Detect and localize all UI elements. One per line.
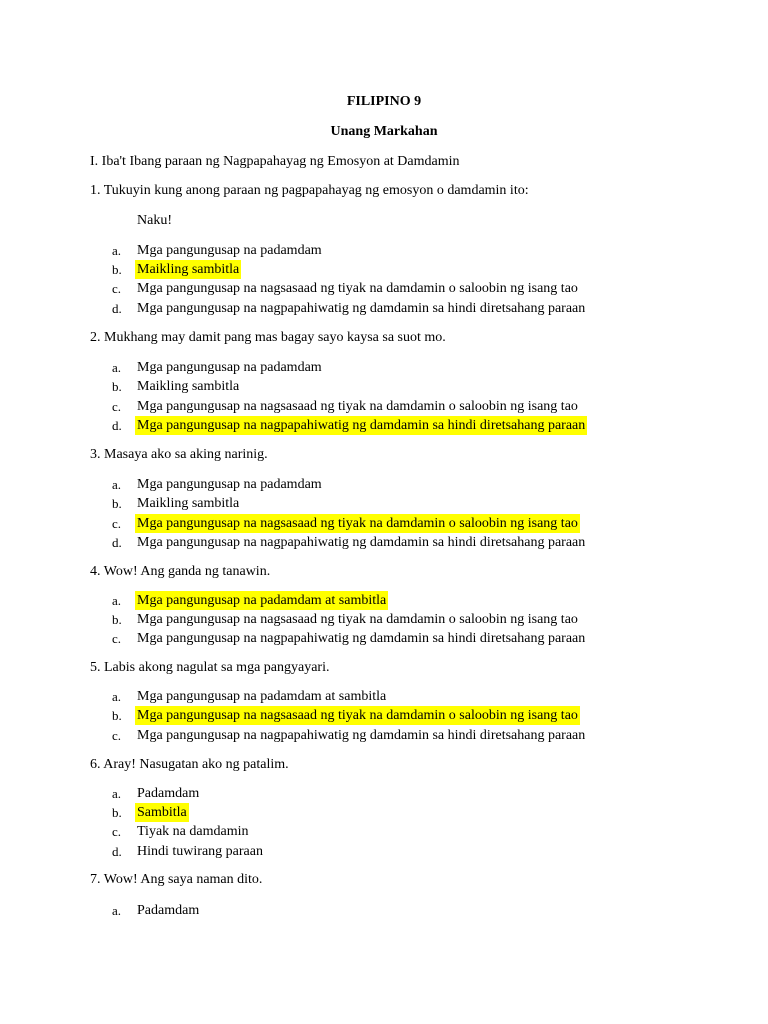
option-letter: c.: [112, 281, 122, 296]
option-text: Mga pangungusap na nagpapahiwatig ng damdamin sa hindi diretsahang paraan: [137, 631, 586, 646]
option-text: Maikling sambitla: [137, 496, 240, 511]
option-letter: a.: [112, 689, 122, 704]
question-5-prompt: 5. Labis akong nagulat sa mga pangyayari.: [90, 660, 330, 675]
question-1-prompt: 1. Tukuyin kung anong paraan ng pagpapahayag ng emosyon o damdamin ito:: [90, 183, 529, 198]
highlighted-answer: Sambitla: [137, 805, 187, 820]
option-text: Mga pangungusap na nagpapahiwatig ng damdamin sa hindi diretsahang paraan: [137, 535, 586, 550]
option-text: Maikling sambitla: [137, 379, 240, 394]
option-text: Mga pangungusap na nagpapahiwatig ng damdamin sa hindi diretsahang paraan: [137, 728, 586, 743]
option-text: Padamdam: [137, 786, 200, 801]
option-text: Mga pangungusap na nagpapahiwatig ng damdamin sa hindi diretsahang paraan: [137, 301, 586, 316]
option-letter: b.: [112, 805, 122, 820]
question-7-prompt: 7. Wow! Ang saya naman dito.: [90, 872, 263, 887]
option-letter: b.: [112, 496, 122, 511]
option-letter: b.: [112, 379, 122, 394]
option-letter: d.: [112, 844, 122, 859]
option-letter: d.: [112, 301, 122, 316]
option-text: Mga pangungusap na padamdam at sambitla: [137, 689, 387, 704]
option-text: Mga pangungusap na nagsasaad ng tiyak na damdamin o saloobin ng isang tao: [137, 281, 578, 296]
option-letter: b.: [112, 262, 122, 277]
option-text: Padamdam: [137, 903, 200, 918]
option-letter: b.: [112, 708, 122, 723]
highlighted-answer: Mga pangungusap na nagsasaad ng tiyak na damdamin o saloobin ng isang tao: [137, 708, 578, 723]
page-title: FILIPINO 9: [346, 94, 422, 109]
question-3-prompt: 3. Masaya ako sa aking narinig.: [90, 447, 268, 462]
section-heading: I. Iba't Ibang paraan ng Nagpapahayag ng Emosyon at Damdamin: [90, 154, 460, 169]
question-6-prompt: 6. Aray! Nasugatan ako ng patalim.: [90, 757, 289, 772]
option-letter: a.: [112, 243, 122, 258]
option-letter: b.: [112, 612, 122, 627]
option-letter: c.: [112, 728, 122, 743]
option-text: Hindi tuwirang paraan: [137, 844, 263, 859]
question-2-prompt: 2. Mukhang may damit pang mas bagay sayo kaysa sa suot mo.: [90, 330, 446, 345]
highlighted-answer: Maikling sambitla: [137, 262, 240, 277]
option-letter: a.: [112, 593, 122, 608]
option-text: Mga pangungusap na padamdam: [137, 360, 322, 375]
option-letter: c.: [112, 399, 122, 414]
option-text: Mga pangungusap na padamdam: [137, 477, 322, 492]
option-letter: c.: [112, 631, 122, 646]
highlighted-answer: Mga pangungusap na nagsasaad ng tiyak na damdamin o saloobin ng isang tao: [137, 516, 578, 531]
highlighted-answer: Mga pangungusap na nagpapahiwatig ng damdamin sa hindi diretsahang paraan: [137, 418, 586, 433]
option-letter: a.: [112, 786, 122, 801]
option-letter: c.: [112, 516, 122, 531]
question-4-prompt: 4. Wow! Ang ganda ng tanawin.: [90, 564, 271, 579]
page-subtitle: Unang Markahan: [330, 124, 438, 139]
option-letter: a.: [112, 477, 122, 492]
question-1-example: Naku!: [137, 213, 172, 228]
option-letter: d.: [112, 535, 122, 550]
highlighted-answer: Mga pangungusap na padamdam at sambitla: [137, 593, 387, 608]
option-text: Mga pangungusap na padamdam: [137, 243, 322, 258]
option-letter: d.: [112, 418, 122, 433]
option-letter: a.: [112, 903, 122, 918]
option-letter: a.: [112, 360, 122, 375]
option-text: Mga pangungusap na nagsasaad ng tiyak na damdamin o saloobin ng isang tao: [137, 612, 578, 627]
option-text: Mga pangungusap na nagsasaad ng tiyak na damdamin o saloobin ng isang tao: [137, 399, 578, 414]
option-letter: c.: [112, 824, 122, 839]
option-text: Tiyak na damdamin: [137, 824, 249, 839]
